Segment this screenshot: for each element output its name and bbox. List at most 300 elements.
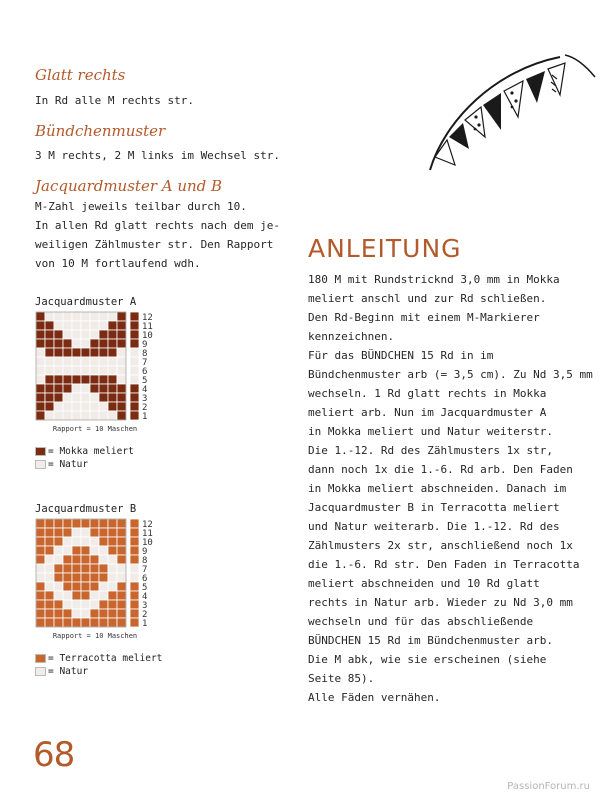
- row-number: 3: [142, 601, 148, 611]
- chart-cell: [99, 528, 108, 537]
- chart-cell: [90, 519, 99, 528]
- chart-cell: [117, 321, 126, 330]
- natur-swatch: [35, 667, 46, 676]
- chart-cell: [117, 618, 126, 627]
- row-number: 4: [142, 385, 148, 395]
- chart-cell: [36, 546, 45, 555]
- chart-cell: [63, 573, 72, 582]
- chart-cell: [72, 402, 81, 411]
- chart-cell: [63, 519, 72, 528]
- chart-cell: [117, 330, 126, 339]
- chart-cell: [108, 609, 117, 618]
- natur-swatch: [35, 460, 46, 469]
- chart-cell: [108, 546, 117, 555]
- chart-cell: [36, 375, 45, 384]
- chart-cell: [63, 537, 72, 546]
- chart-cell: [99, 555, 108, 564]
- chart-cell: [81, 402, 90, 411]
- chart-side-cell: [130, 618, 139, 627]
- chart-cell: [81, 357, 90, 366]
- chart-cell: [81, 600, 90, 609]
- row-number: 6: [142, 574, 148, 584]
- row-number: 11: [142, 322, 153, 332]
- row-number: 12: [142, 313, 153, 323]
- chart-cell: [81, 618, 90, 627]
- chart-cell: [99, 573, 108, 582]
- chart-cell: [36, 555, 45, 564]
- chart-a-grid: [35, 311, 185, 421]
- chart-side-cell: [130, 546, 139, 555]
- row-number: 1: [142, 619, 148, 629]
- chart-cell: [63, 564, 72, 573]
- buendchenmuster-text: 3 M rechts, 2 M links im Wechsel str.: [35, 149, 281, 162]
- chart-cell: [63, 402, 72, 411]
- chart-cell: [108, 393, 117, 402]
- chart-side-cell: [130, 402, 139, 411]
- chart-cell: [45, 528, 54, 537]
- row-number: 12: [142, 520, 153, 530]
- chart-cell: [54, 546, 63, 555]
- chart-cell: [72, 537, 81, 546]
- jacquard-title: Jacquardmuster A und B: [35, 177, 223, 195]
- chart-cell: [81, 384, 90, 393]
- chart-cell: [72, 312, 81, 321]
- chart-cell: [54, 573, 63, 582]
- chart-cell: [72, 357, 81, 366]
- chart-cell: [54, 591, 63, 600]
- chart-cell: [54, 321, 63, 330]
- chart-cell: [63, 348, 72, 357]
- chart-a-legend-mokka: [35, 446, 134, 457]
- chart-cell: [63, 546, 72, 555]
- chart-cell: [108, 600, 117, 609]
- chart-b-legend-terracotta: [35, 653, 162, 664]
- legend-label: = Mokka meliert: [48, 446, 134, 457]
- chart-cell: [36, 564, 45, 573]
- chart-cell: [63, 528, 72, 537]
- row-number: 9: [142, 547, 148, 557]
- chart-cell: [117, 357, 126, 366]
- chart-cell: [117, 348, 126, 357]
- chart-cell: [36, 519, 45, 528]
- anleitung-title: ANLEITUNG: [308, 234, 462, 263]
- chart-cell: [72, 375, 81, 384]
- chart-cell: [63, 582, 72, 591]
- chart-cell: [117, 573, 126, 582]
- chart-cell: [54, 609, 63, 618]
- chart-cell: [81, 375, 90, 384]
- glatt-rechts-text: In Rd alle M rechts str.: [35, 94, 194, 107]
- chart-cell: [45, 519, 54, 528]
- chart-cell: [36, 537, 45, 546]
- legend-label: = Natur: [48, 666, 89, 677]
- chart-cell: [36, 384, 45, 393]
- chart-cell: [63, 393, 72, 402]
- chart-a-rapport: Rapport = 10 Maschen: [52, 425, 138, 433]
- chart-side-cell: [130, 582, 139, 591]
- chart-cell: [36, 339, 45, 348]
- chart-cell: [54, 564, 63, 573]
- chart-cell: [108, 384, 117, 393]
- chart-cell: [117, 564, 126, 573]
- chart-cell: [45, 366, 54, 375]
- chart-cell: [90, 618, 99, 627]
- chart-cell: [63, 618, 72, 627]
- chart-cell: [72, 528, 81, 537]
- chart-side-cell: [130, 573, 139, 582]
- chart-cell: [117, 546, 126, 555]
- chart-cell: [72, 384, 81, 393]
- chart-cell: [45, 582, 54, 591]
- chart-cell: [63, 357, 72, 366]
- chart-cell: [45, 312, 54, 321]
- chart-cell: [99, 618, 108, 627]
- chart-cell: [72, 330, 81, 339]
- chart-cell: [81, 591, 90, 600]
- chart-cell: [72, 519, 81, 528]
- chart-cell: [72, 591, 81, 600]
- chart-cell: [45, 591, 54, 600]
- chart-cell: [117, 375, 126, 384]
- chart-cell: [81, 366, 90, 375]
- chart-side-cell: [130, 519, 139, 528]
- chart-cell: [54, 537, 63, 546]
- chart-side-cell: [130, 555, 139, 564]
- chart-cell: [63, 609, 72, 618]
- chart-cell: [117, 555, 126, 564]
- chart-cell: [99, 537, 108, 546]
- chart-cell: [36, 618, 45, 627]
- chart-cell: [45, 609, 54, 618]
- chart-cell: [45, 384, 54, 393]
- chart-cell: [90, 348, 99, 357]
- chart-cell: [54, 393, 63, 402]
- chart-side-cell: [130, 393, 139, 402]
- chart-cell: [45, 375, 54, 384]
- chart-cell: [54, 519, 63, 528]
- row-number: 1: [142, 412, 148, 422]
- chart-cell: [72, 339, 81, 348]
- row-number: 8: [142, 556, 148, 566]
- chart-cell: [36, 357, 45, 366]
- chart-cell: [90, 600, 99, 609]
- chart-cell: [72, 411, 81, 420]
- chart-cell: [45, 330, 54, 339]
- chart-cell: [108, 618, 117, 627]
- chart-cell: [45, 357, 54, 366]
- chart-cell: [45, 339, 54, 348]
- chart-cell: [45, 348, 54, 357]
- chart-cell: [90, 555, 99, 564]
- chart-cell: [81, 546, 90, 555]
- chart-side-cell: [130, 330, 139, 339]
- chart-cell: [117, 312, 126, 321]
- chart-side-cell: [130, 339, 139, 348]
- chart-cell: [45, 537, 54, 546]
- chart-cell: [72, 555, 81, 564]
- chart-cell: [117, 600, 126, 609]
- chart-side-cell: [130, 528, 139, 537]
- row-number: 8: [142, 349, 148, 359]
- chart-cell: [117, 393, 126, 402]
- chart-cell: [99, 609, 108, 618]
- chart-cell: [81, 393, 90, 402]
- row-number: 2: [142, 403, 148, 413]
- chart-cell: [54, 402, 63, 411]
- anleitung-text: 180 M mit Rundstricknd 3,0 mm in Mokka meliert anschl und zur Rd schließen. Den Rd-Beginn mit einem M-Markierer kennzeichnen. Für das BÜNDCHEN 15 Rd in im Bündchenmuster arb (= 3,5 cm). Zu Nd 3,5 mm wechseln. 1 Rd glatt rechts in Mokka meliert arb. Nun im Jacquardmuster A in Mokka meliert und Natur weiterstr. Die 1.-12. Rd des Zählmusters 1x str, dann noch 1x die 1.-6. Rd arb. Den Faden in Mokka meliert abschneiden. Danach im Jacquardmuster B in Terracotta meliert und Natur weiterarb. Die 1.-12. Rd des Zählmusters 2x str, anschließend noch 1x die 1.-6. Rd str. Den Faden in Terracotta meliert abschneiden und 10 Rd glatt rechts in Natur arb. Wieder zu Nd 3,0 mm wechseln und für das abschließende BÜNDCHEN 15 Rd im Bündchenmuster arb. Die M abk, wie sie erscheinen (siehe Seite 85). Alle Fäden vernähen.: [308, 273, 593, 704]
- row-number: 9: [142, 340, 148, 350]
- chart-cell: [36, 591, 45, 600]
- chart-cell: [99, 402, 108, 411]
- chart-cell: [72, 609, 81, 618]
- chart-cell: [36, 573, 45, 582]
- chart-cell: [99, 321, 108, 330]
- chart-cell: [45, 555, 54, 564]
- glatt-rechts-title: Glatt rechts: [35, 66, 126, 84]
- chart-cell: [117, 519, 126, 528]
- chart-cell: [99, 312, 108, 321]
- chart-cell: [72, 573, 81, 582]
- chart-cell: [90, 582, 99, 591]
- row-number: 2: [142, 610, 148, 620]
- chart-cell: [117, 402, 126, 411]
- chart-side-cell: [130, 357, 139, 366]
- chart-cell: [90, 375, 99, 384]
- chart-cell: [90, 402, 99, 411]
- row-number: 6: [142, 367, 148, 377]
- chart-cell: [99, 339, 108, 348]
- chart-cell: [99, 384, 108, 393]
- chart-b-rapport: Rapport = 10 Maschen: [52, 632, 138, 640]
- chart-cell: [54, 384, 63, 393]
- chart-cell: [81, 411, 90, 420]
- chart-cell: [45, 564, 54, 573]
- chart-cell: [81, 555, 90, 564]
- chart-cell: [108, 402, 117, 411]
- row-number: 5: [142, 376, 148, 386]
- chart-cell: [99, 348, 108, 357]
- chart-cell: [81, 573, 90, 582]
- chart-cell: [108, 375, 117, 384]
- chart-cell: [108, 366, 117, 375]
- chart-cell: [72, 546, 81, 555]
- chart-side-cell: [130, 591, 139, 600]
- row-number: 7: [142, 565, 148, 575]
- chart-cell: [108, 519, 117, 528]
- chart-b-grid: [35, 518, 185, 628]
- chart-cell: [36, 600, 45, 609]
- chart-cell: [90, 384, 99, 393]
- chart-cell: [81, 582, 90, 591]
- chart-cell: [117, 537, 126, 546]
- chart-cell: [36, 312, 45, 321]
- page-number: 68: [33, 735, 75, 775]
- chart-cell: [54, 339, 63, 348]
- chart-cell: [108, 357, 117, 366]
- chart-side-cell: [130, 537, 139, 546]
- chart-cell: [108, 555, 117, 564]
- chart-cell: [45, 573, 54, 582]
- chart-cell: [99, 519, 108, 528]
- chart-cell: [72, 348, 81, 357]
- chart-cell: [99, 546, 108, 555]
- chart-cell: [117, 609, 126, 618]
- chart-side-cell: [130, 564, 139, 573]
- chart-cell: [63, 321, 72, 330]
- chart-cell: [90, 546, 99, 555]
- chart-cell: [63, 555, 72, 564]
- chart-cell: [81, 528, 90, 537]
- chart-side-cell: [130, 321, 139, 330]
- chart-cell: [63, 591, 72, 600]
- chart-a-legend-natur: [35, 459, 88, 470]
- chart-cell: [90, 564, 99, 573]
- legend-label: = Natur: [48, 459, 89, 470]
- chart-cell: [54, 357, 63, 366]
- chart-cell: [72, 393, 81, 402]
- chart-cell: [54, 600, 63, 609]
- chart-cell: [36, 411, 45, 420]
- chart-cell: [81, 348, 90, 357]
- chart-cell: [63, 375, 72, 384]
- chart-cell: [54, 312, 63, 321]
- chart-cell: [99, 330, 108, 339]
- chart-a-title: Jacquardmuster A: [35, 296, 137, 308]
- chart-cell: [45, 600, 54, 609]
- chart-cell: [54, 366, 63, 375]
- row-number: 11: [142, 529, 153, 539]
- chart-cell: [36, 330, 45, 339]
- chart-cell: [90, 609, 99, 618]
- chart-cell: [54, 555, 63, 564]
- row-number: 4: [142, 592, 148, 602]
- chart-cell: [54, 330, 63, 339]
- chart-cell: [90, 357, 99, 366]
- chart-cell: [45, 411, 54, 420]
- chart-cell: [108, 339, 117, 348]
- chart-side-cell: [130, 384, 139, 393]
- row-number: 3: [142, 394, 148, 404]
- chart-cell: [117, 384, 126, 393]
- chart-cell: [63, 366, 72, 375]
- chart-cell: [36, 528, 45, 537]
- chart-cell: [45, 546, 54, 555]
- chart-b-title: Jacquardmuster B: [35, 503, 137, 515]
- chart-cell: [45, 393, 54, 402]
- buendchenmuster-title: Bündchenmuster: [35, 122, 166, 140]
- chart-cell: [99, 582, 108, 591]
- chart-cell: [99, 564, 108, 573]
- chart-cell: [117, 528, 126, 537]
- chart-cell: [63, 411, 72, 420]
- chart-cell: [117, 582, 126, 591]
- chart-cell: [108, 348, 117, 357]
- chart-cell: [81, 339, 90, 348]
- chart-cell: [108, 573, 117, 582]
- chart-cell: [54, 528, 63, 537]
- chart-side-cell: [130, 609, 139, 618]
- chart-cell: [54, 348, 63, 357]
- chart-cell: [81, 519, 90, 528]
- chart-cell: [117, 591, 126, 600]
- chart-cell: [36, 366, 45, 375]
- row-number: 10: [142, 331, 153, 341]
- chart-cell: [90, 321, 99, 330]
- chart-cell: [63, 339, 72, 348]
- chart-cell: [36, 609, 45, 618]
- chart-cell: [54, 582, 63, 591]
- chart-cell: [108, 321, 117, 330]
- chart-cell: [72, 582, 81, 591]
- chart-cell: [90, 573, 99, 582]
- chart-cell: [90, 330, 99, 339]
- chart-side-cell: [130, 312, 139, 321]
- chart-cell: [72, 618, 81, 627]
- chart-cell: [63, 330, 72, 339]
- chart-cell: [90, 366, 99, 375]
- chart-cell: [81, 312, 90, 321]
- chart-cell: [90, 312, 99, 321]
- bunting-illustration: [425, 45, 600, 175]
- chart-cell: [99, 411, 108, 420]
- chart-cell: [90, 528, 99, 537]
- chart-cell: [36, 348, 45, 357]
- chart-b-legend-natur: [35, 666, 88, 677]
- jacquard-text: M-Zahl jeweils teilbar durch 10. In allen Rd glatt rechts nach dem je- weiligen Zählmuster str. Den Rapport von 10 M fortlaufend wdh.: [35, 200, 281, 270]
- chart-cell: [81, 321, 90, 330]
- chart-cell: [63, 600, 72, 609]
- chart-cell: [117, 366, 126, 375]
- chart-cell: [108, 591, 117, 600]
- chart-cell: [90, 591, 99, 600]
- chart-cell: [72, 564, 81, 573]
- chart-cell: [108, 312, 117, 321]
- chart-cell: [72, 366, 81, 375]
- chart-cell: [54, 618, 63, 627]
- chart-side-cell: [130, 375, 139, 384]
- chart-side-cell: [130, 366, 139, 375]
- chart-cell: [99, 600, 108, 609]
- chart-side-cell: [130, 411, 139, 420]
- chart-cell: [36, 321, 45, 330]
- watermark: PassionForum.ru: [507, 781, 590, 792]
- chart-cell: [45, 321, 54, 330]
- chart-cell: [54, 411, 63, 420]
- chart-side-cell: [130, 348, 139, 357]
- chart-cell: [81, 564, 90, 573]
- legend-label: = Terracotta meliert: [48, 653, 163, 664]
- chart-cell: [108, 330, 117, 339]
- row-number: 10: [142, 538, 153, 548]
- chart-cell: [54, 375, 63, 384]
- chart-cell: [99, 591, 108, 600]
- chart-cell: [108, 582, 117, 591]
- chart-cell: [108, 411, 117, 420]
- row-number: 5: [142, 583, 148, 593]
- chart-cell: [45, 402, 54, 411]
- mokka-swatch: [35, 447, 46, 456]
- chart-cell: [99, 366, 108, 375]
- chart-cell: [108, 528, 117, 537]
- terracotta-swatch: [35, 654, 46, 663]
- chart-cell: [99, 393, 108, 402]
- chart-cell: [117, 411, 126, 420]
- chart-cell: [72, 321, 81, 330]
- chart-cell: [99, 357, 108, 366]
- chart-cell: [36, 393, 45, 402]
- chart-cell: [90, 339, 99, 348]
- chart-cell: [108, 537, 117, 546]
